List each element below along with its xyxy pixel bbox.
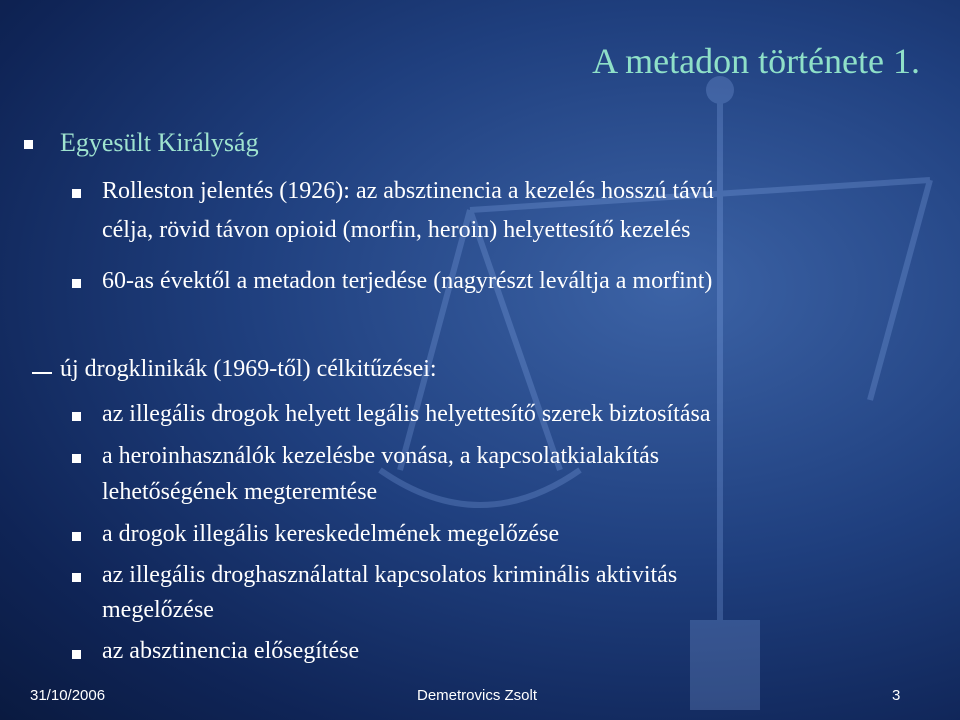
footer-author: Demetrovics Zsolt [417,687,538,704]
goal-item-continuation: megelőzése [102,597,214,623]
bullet-square-icon [72,650,81,659]
list-item-continuation: célja, rövid távon opioid (morfin, heroin) helyettesítő kezelés [102,217,691,243]
bullet-square-icon [72,279,81,288]
goal-item: az illegális droghasználattal kapcsolatos kriminális aktivitás [102,562,678,588]
bullet-square-icon [72,532,81,541]
footer-date: 31/10/2006 [30,687,106,704]
goal-item: az illegális drogok helyett legális helyettesítő szerek biztosítása [102,401,711,427]
page-number: 3 [892,687,901,704]
bullet-square-icon [72,412,81,421]
bullet-square-icon [24,140,33,149]
bullet-square-icon [72,573,81,582]
list-item: Rolleston jelentés (1926): az absztinencia a kezelés hosszú távú [102,178,714,204]
goal-item: a drogok illegális kereskedelmének megelőzése [102,521,560,547]
bullet-square-icon [72,454,81,463]
subheading: új drogklinikák (1969‑től) célkitűzései: [60,356,437,382]
goal-item-continuation: lehetőségének megteremtése [102,479,378,505]
bullet-square-icon [72,189,81,198]
goal-item: az absztinencia elősegítése [102,638,360,664]
section-heading: Egyesült Királyság [60,128,259,157]
slide-title: A metadon története 1. [592,41,920,81]
list-item: 60‑as évektől a metadon terjedése (nagyrészt leváltja a morfint) [102,268,713,294]
dash-bullet-icon [32,372,52,374]
goal-item: a heroinhasználók kezelésbe vonása, a kapcsolatkialakítás [102,443,660,469]
